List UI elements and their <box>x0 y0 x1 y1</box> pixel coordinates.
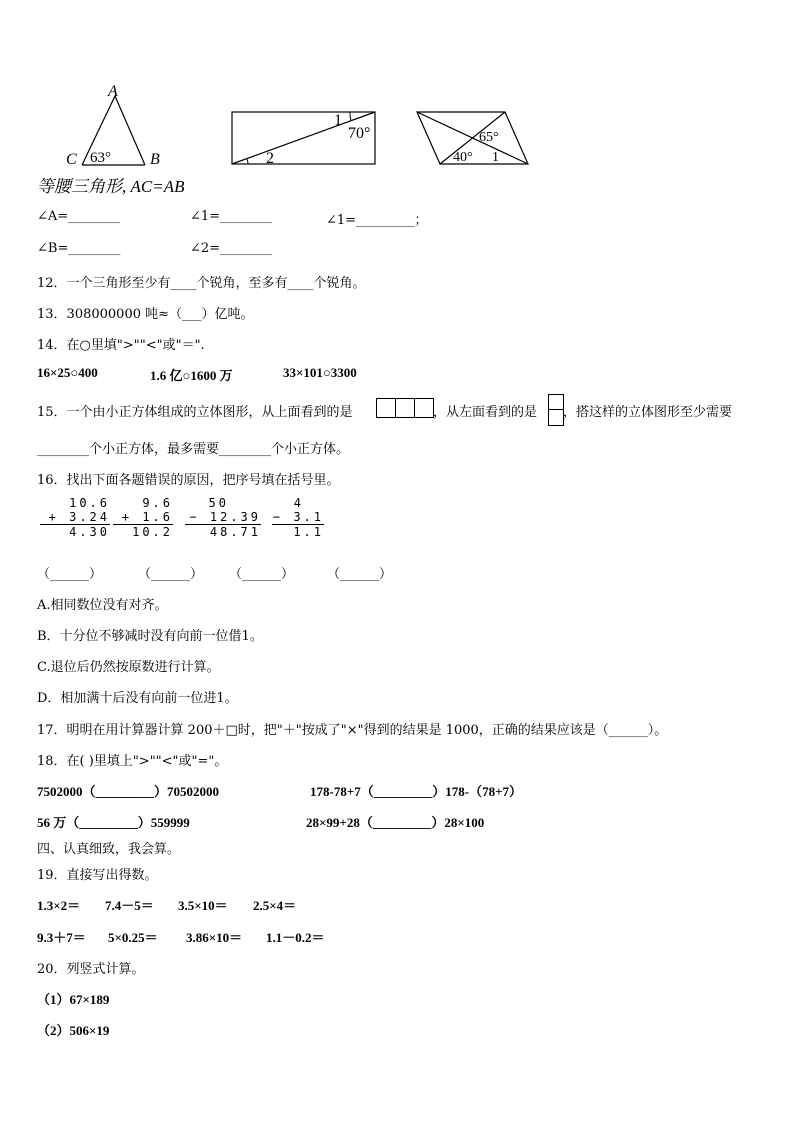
calc-3-result: 48.71 <box>209 525 261 539</box>
question-17: 17．明明在用计算器计算 200＋□时，把"＋"按成了"×"得到的结果是 1000，正确的结果应该是（______）。 <box>37 723 668 738</box>
angle-2-label: 2 <box>266 150 274 167</box>
question-18-title: 18．在( )里填上">""<"或"="。 <box>37 754 228 769</box>
calc-3-op: − 12.39 <box>185 510 261 525</box>
calc-4-result: 1.1 <box>293 525 324 539</box>
calc-4-op: − 3.1 <box>272 510 324 524</box>
rectangle-figure <box>230 108 380 168</box>
option-c: C.退位后仍然按原数进行计算。 <box>37 660 220 675</box>
q18-item-2[interactable]: 178-78+7（_________）178-（78+7） <box>310 784 522 799</box>
vertex-c-label: C <box>66 151 77 168</box>
section-4-heading: 四、认真细致，我会算。 <box>37 842 181 857</box>
calc-1 <box>40 496 110 539</box>
q19-r2-2: 5×0.25＝ <box>108 930 158 945</box>
q18-item-4[interactable]: 28×99+28（_________）28×100 <box>306 815 485 830</box>
q16-blank-2[interactable]: （______） <box>138 567 204 582</box>
question-19-title: 19．直接写出得数。 <box>37 868 158 883</box>
q18-item-3[interactable]: 56 万（_________）559999 <box>37 815 190 830</box>
calc-4 <box>272 496 324 539</box>
option-d: D．相加满十后没有向前一位进1。 <box>37 691 238 706</box>
q18-item-1[interactable]: 7502000（_________）70502000 <box>37 784 220 799</box>
q19-r1-1: 1.3×2＝ <box>37 898 81 913</box>
calc-3 <box>185 496 261 539</box>
vertex-a-label: A <box>108 83 118 100</box>
question-15-a: 15．一个由小正方体组成的立体图形，从上面看到的是 <box>37 405 353 420</box>
question-20-title: 20．列竖式计算。 <box>37 962 145 977</box>
top-view-shape <box>376 398 434 418</box>
q19-r1-2: 7.4－5＝ <box>105 898 154 913</box>
calc-1-op: + 3.24 <box>40 510 110 525</box>
question-13: 13．308000000 吨≈（___）亿吨。 <box>37 307 254 322</box>
answer-a[interactable]: ∠A=________ <box>37 209 121 224</box>
calc-1-result: 4.30 <box>69 525 110 539</box>
q19-r2-1: 9.3＋7＝ <box>37 930 86 945</box>
q14-item-1: 16×25○400 <box>37 365 98 380</box>
calc-2-op: + 1.6 <box>113 510 173 525</box>
angle-40-label: 40° <box>453 150 473 165</box>
q19-r2-4: 1.1－0.2＝ <box>266 930 325 945</box>
parallelogram-figure <box>415 108 535 168</box>
vertex-b-label: B <box>150 151 160 168</box>
q14-item-2: 1.6 亿○1600 万 <box>150 368 233 383</box>
question-15-b: ，从左面看到的是 <box>433 405 538 420</box>
calc-2 <box>113 496 173 539</box>
answer-1a[interactable]: ∠1=________ <box>190 209 273 224</box>
q16-blank-3[interactable]: （______） <box>229 567 295 582</box>
figure-caption: 等腰三角形, AC=AB <box>37 177 185 196</box>
triangle-figure <box>60 80 180 170</box>
question-15-line2: ________个小正方体，最多需要________个小正方体。 <box>37 442 350 457</box>
q19-r2-3: 3.86×10＝ <box>186 930 243 945</box>
option-a: A.相同数位没有对齐。 <box>37 598 168 613</box>
q19-r1-3: 3.5×10＝ <box>178 898 228 913</box>
calc-2-top: 9.6 <box>142 496 173 510</box>
question-15-c: ，搭这样的立体图形至少需要 <box>563 405 733 420</box>
calc-3-top: 50 <box>208 496 229 510</box>
angle-63-label: 63° <box>90 150 111 166</box>
angle-65-label: 65° <box>479 130 499 145</box>
answer-2[interactable]: ∠2=________ <box>190 241 273 256</box>
left-view-shape <box>548 394 564 426</box>
option-b: B．十分位不够减时没有向前一位借1。 <box>37 629 263 644</box>
angle-1-label: 1 <box>334 112 342 129</box>
answer-b[interactable]: ∠B=________ <box>37 241 121 256</box>
calc-4-top: 4 <box>293 496 304 510</box>
calc-2-result: 10.2 <box>132 525 173 539</box>
q19-r1-4: 2.5×4＝ <box>253 898 297 913</box>
q14-item-3: 33×101○3300 <box>283 365 357 380</box>
q20-item-1: （1）67×189 <box>37 992 110 1007</box>
angle-1-label-p: 1 <box>492 150 499 165</box>
answer-1b[interactable]: ∠1=_________； <box>326 213 428 228</box>
question-12: 12．一个三角形至少有____个锐角，至多有____个锐角。 <box>37 276 366 291</box>
angle-70-label: 70° <box>348 125 371 142</box>
calc-1-top: 10.6 <box>69 496 110 510</box>
q20-item-2: （2）506×19 <box>37 1023 110 1038</box>
question-14-title: 14．在○里填">""<"或"＝". <box>37 338 205 353</box>
q16-blank-4[interactable]: （______） <box>327 567 393 582</box>
q16-blank-1[interactable]: （______） <box>37 567 103 582</box>
question-16-title: 16．找出下面各题错误的原因，把序号填在括号里。 <box>37 473 340 488</box>
